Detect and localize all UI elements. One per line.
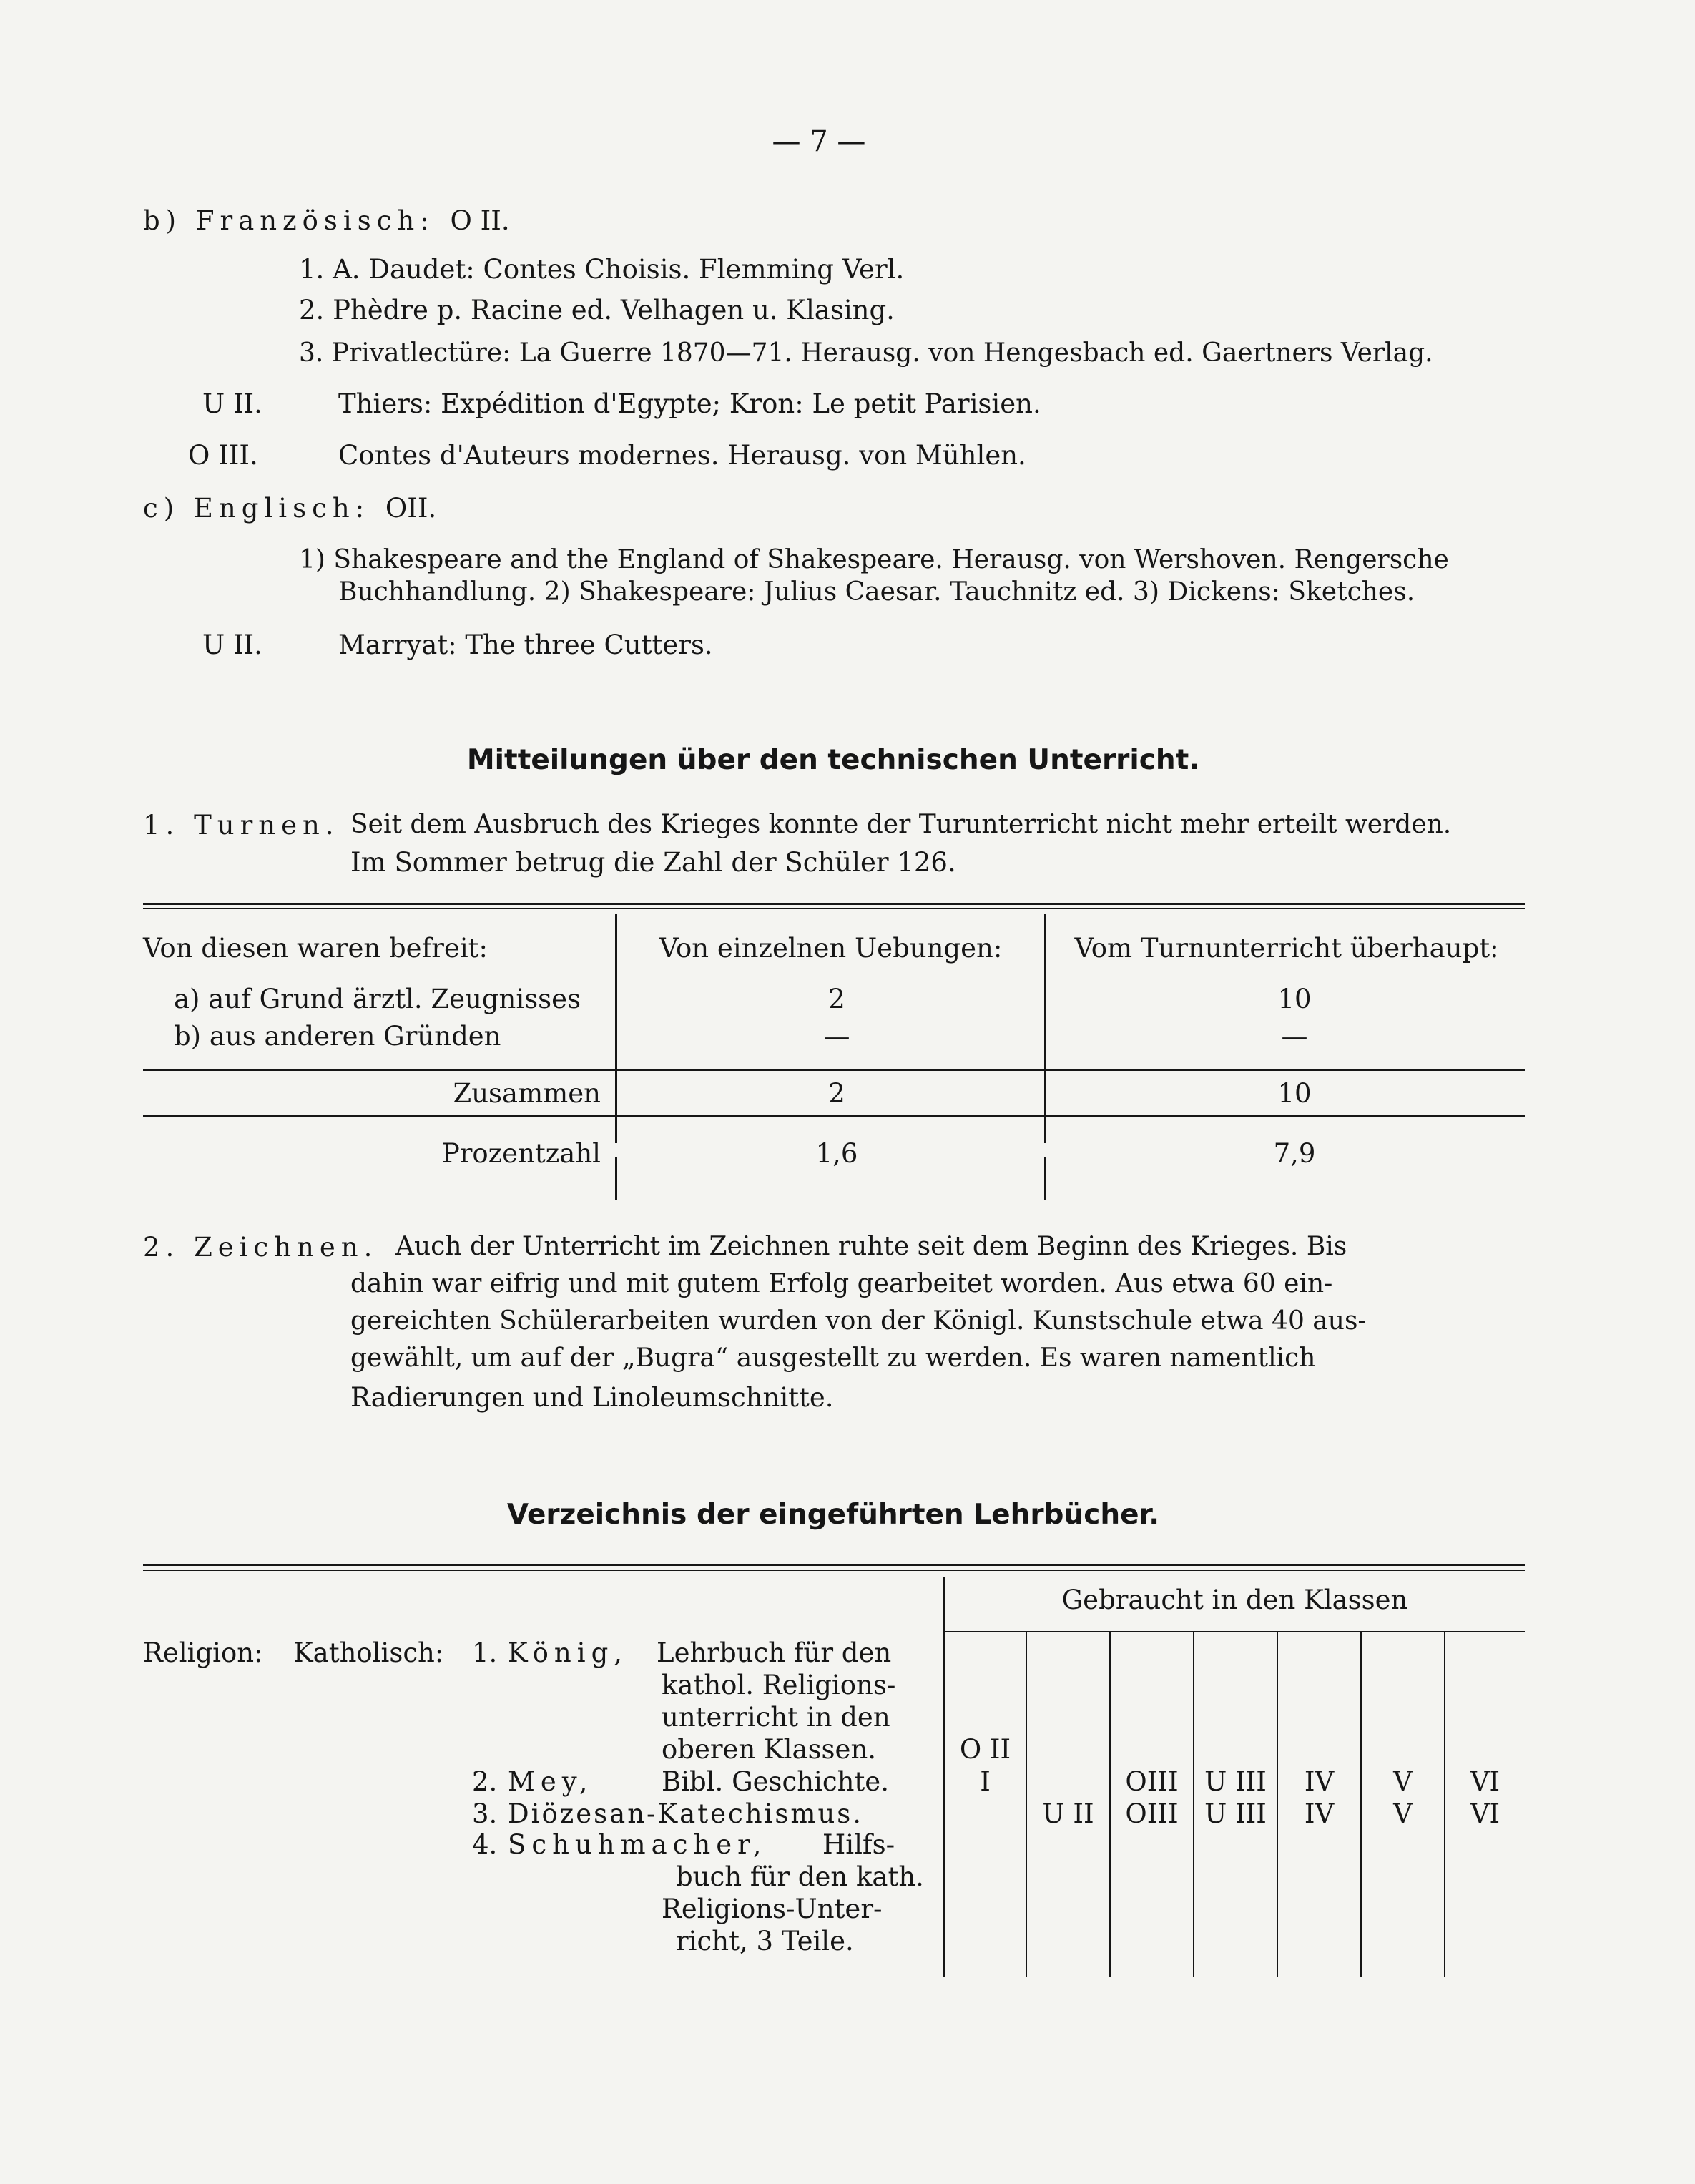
table-rule [143, 1069, 1525, 1071]
table-cell: — [823, 1021, 850, 1052]
table-top-rule-2 [143, 908, 1525, 909]
table-row-label: a) auf Grund ärztl. Zeugnisses [174, 984, 581, 1014]
entry-number: 2. [472, 1766, 498, 1797]
turnen-line-1: Seit dem Ausbruch des Krieges konnte der Turunterricht nicht mehr erteilt werden. [350, 810, 1452, 839]
english-item-line-1: 1) Shakespeare and the England of Shakespeare. Herausg. von Wershoven. Rengersche [299, 545, 1449, 574]
entry-number: 3. [472, 1798, 498, 1829]
french-heading-label: b) Französisch: [143, 205, 435, 236]
class-cell: U III [1204, 1766, 1267, 1797]
class-cell: IV [1304, 1766, 1335, 1797]
entry-number: 1. [472, 1637, 498, 1668]
table-cell: 7,9 [1273, 1138, 1316, 1169]
entry-title-line: Hilfs- [822, 1829, 895, 1860]
class-cell: V [1393, 1798, 1412, 1829]
section-title-technical: Mitteilungen über den technischen Unterricht. [466, 744, 1200, 776]
french-row-text: Contes d'Auteurs modernes. Herausg. von Mühlen. [338, 440, 1026, 471]
entry-title-line: oberen Klassen. [662, 1734, 877, 1765]
classes-header: Gebraucht in den Klassen [1061, 1585, 1408, 1615]
entry-title-line: richt, 3 Teile. [676, 1926, 854, 1957]
english-heading [143, 493, 437, 524]
entry-title-line: Bibl. Geschichte. [662, 1766, 889, 1797]
entry-author: Mey, [508, 1766, 594, 1797]
entry-title-line: unterricht in den [662, 1702, 890, 1733]
section-title-textbooks: Verzeichnis der eingeführten Lehrbücher. [506, 1499, 1160, 1531]
entry-title-line: buch für den kath. [676, 1861, 924, 1892]
confession-label: Katholisch: [293, 1637, 444, 1668]
entry-author: König, [508, 1637, 629, 1668]
table-cell: 1,6 [815, 1138, 858, 1169]
entry-title-line: kathol. Religions- [662, 1670, 896, 1700]
zeichnen-line: dahin war eifrig und mit gutem Erfolg gearbeitet worden. Aus etwa 60 ein- [350, 1269, 1333, 1298]
class-cell: VI [1470, 1766, 1500, 1797]
french-row-text: Thiers: Expédition d'Egypte; Kron: Le petit Parisien. [338, 388, 1041, 419]
zeichnen-line: Radierungen und Linoleumschnitte. [350, 1382, 834, 1413]
zeichnen-label: 2. Zeichnen. [143, 1232, 378, 1263]
english-item-line-2: Buchhandlung. 2) Shakespeare: Julius Caesar. Tauchnitz ed. 3) Dickens: Sketches. [338, 577, 1415, 607]
zeichnen-line: gereichten Schülerarbeiten wurden von der Königl. Kunstschule etwa 40 aus- [350, 1306, 1367, 1336]
table-rule [143, 1115, 1525, 1117]
turnen-line-2: Im Sommer betrug die Zahl der Schüler 126. [350, 847, 956, 878]
class-cell: U II [1042, 1798, 1094, 1829]
class-cell: U III [1204, 1798, 1267, 1829]
table-top-rule-2 [143, 1570, 1525, 1571]
entry-title-line: Lehrbuch für den [657, 1637, 892, 1668]
turnen-label: 1. Turnen. [143, 810, 340, 841]
table-cell: — [1281, 1021, 1308, 1052]
entry-author: Diözesan-Katechismus. [508, 1798, 864, 1829]
class-cell: V [1393, 1766, 1412, 1797]
french-item-2: 2. Phèdre p. Racine ed. Velhagen u. Klasing. [299, 295, 895, 325]
class-cell: O II [959, 1734, 1011, 1765]
entry-author: Schuhmacher, [508, 1829, 767, 1860]
french-item-3: 3. Privatlectüre: La Guerre 1870—71. Herausg. von Hengesbach ed. Gaertners Verlag. [299, 338, 1433, 368]
table-header: Von einzelnen Uebungen: [659, 933, 1003, 964]
entry-number: 4. [472, 1829, 498, 1860]
header-rule [945, 1631, 1525, 1632]
table-col-divider [1044, 1157, 1046, 1200]
french-row-class: O III. [188, 440, 258, 471]
english-row-text: Marryat: The three Cutters. [338, 630, 713, 660]
table-cell: 2 [828, 1078, 845, 1109]
french-item-1: 1. A. Daudet: Contes Choisis. Flemming Verl. [299, 254, 905, 285]
table-total-label: Zusammen [453, 1078, 601, 1109]
table-col-divider [615, 1157, 617, 1200]
english-row-class: U II. [202, 630, 262, 660]
french-heading [143, 207, 510, 234]
table-top-rule [143, 1564, 1525, 1566]
french-row-class: U II. [202, 388, 262, 419]
table-cell: 2 [828, 984, 845, 1014]
class-cell: VI [1470, 1798, 1500, 1829]
table-cell: 10 [1277, 984, 1312, 1014]
english-heading-label: c) Englisch: [143, 493, 370, 524]
table-cell: 10 [1277, 1078, 1312, 1109]
table-header: Vom Turnunterricht überhaupt: [1074, 933, 1499, 964]
class-cell: OIII [1125, 1798, 1179, 1829]
english-heading-class: OII. [385, 493, 437, 524]
table-header: Von diesen waren befreit: [143, 933, 488, 964]
table-percent-label: Prozentzahl [441, 1138, 601, 1169]
french-heading-class: O II. [450, 205, 510, 236]
zeichnen-line: Auch der Unterricht im Zeichnen ruhte seit dem Beginn des Krieges. Bis [396, 1232, 1347, 1261]
entry-title-line: Religions-Unter- [662, 1894, 883, 1924]
page-number: — 7 — [772, 125, 866, 158]
zeichnen-line: gewählt, um auf der „Bugra“ ausgestellt zu werden. Es waren namentlich [350, 1343, 1316, 1373]
class-cell: I [980, 1766, 991, 1797]
table-row-label: b) aus anderen Gründen [174, 1021, 501, 1052]
class-cell: OIII [1125, 1766, 1179, 1797]
table-top-rule [143, 903, 1525, 905]
class-cell: IV [1304, 1798, 1335, 1829]
subject-label: Religion: [143, 1637, 263, 1668]
